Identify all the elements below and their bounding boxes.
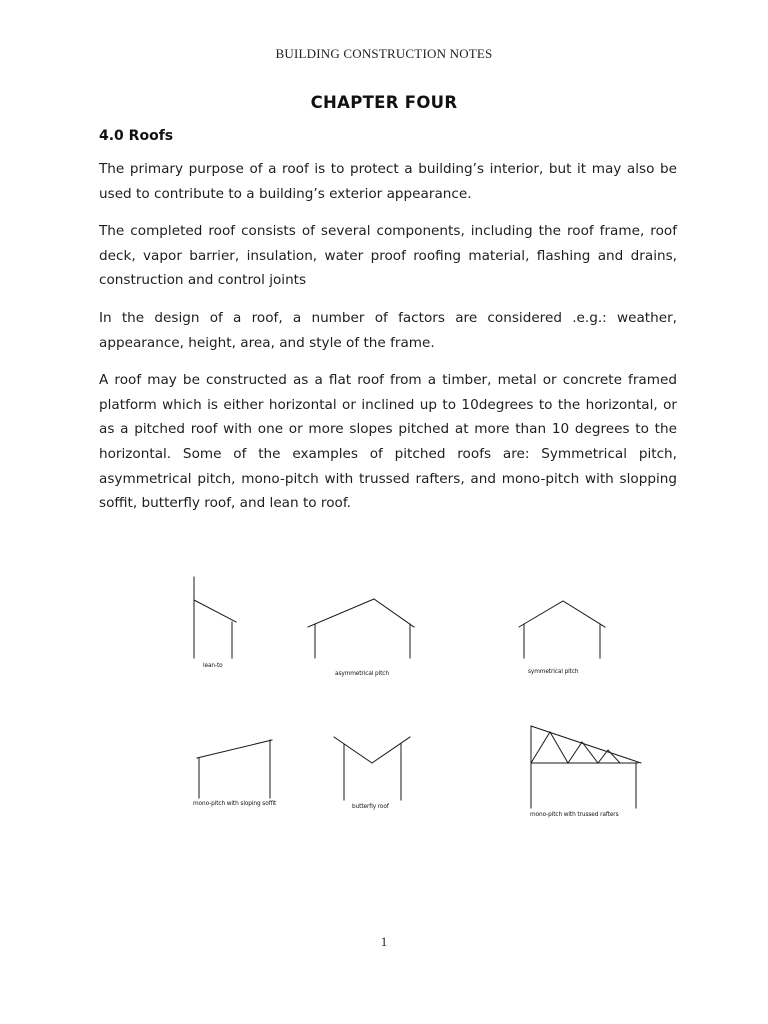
paragraph-roof-types: A roof may be constructed as a flat roof from a timber, metal or concrete framed platform which is either horizontal or inclined up to 10degrees to the horizontal, or as a pitched roof with one or more slopes pitched at more than 10 degrees to the horizontal. Some of the examples of pitched roofs are: Symmetrical pitch, asymmetrical pitch, mono-pitch with trussed rafters, and mono-pitch with slopping soffit, butterfly roof, and lean to roof. <box>99 372 677 512</box>
label-butterfly-roof: butterfly roof <box>352 804 389 810</box>
body-text <box>99 157 677 529</box>
butterfly-roof-diagram <box>334 737 410 800</box>
paragraph-design-factors: In the design of a roof, a number of factors are considered .e.g.: weather, appearance, height, area, and style of the frame. <box>99 309 677 351</box>
section-heading: 4.0 Roofs <box>99 128 174 144</box>
mono-pitch-trussed-rafters-diagram <box>531 726 641 808</box>
label-asymmetrical-pitch: asymmetrical pitch <box>335 671 389 677</box>
chapter-title: CHAPTER FOUR <box>310 93 458 112</box>
symmetrical-pitch-diagram <box>519 601 605 658</box>
label-mono-pitch-sloping-soffit: mono-pitch with sloping soffit <box>193 801 277 807</box>
label-symmetrical-pitch: symmetrical pitch <box>528 669 579 675</box>
page-number: 1 <box>380 934 388 949</box>
mono-pitch-sloping-soffit-diagram <box>197 740 272 798</box>
asymmetrical-pitch-diagram <box>308 599 414 658</box>
paragraph-purpose: The primary purpose of a roof is to protect a building’s interior, but it may also be used to contribute to a building’s exterior appearance. <box>99 161 677 202</box>
roof-types-figure <box>0 560 768 850</box>
running-header: BUILDING CONSTRUCTION NOTES <box>275 46 493 61</box>
paragraph-components: The completed roof consists of several components, including the roof frame, roof deck, vapor barrier, insulation, water proof roofing material, flashing and drains, construction and control joints <box>99 223 677 289</box>
label-lean-to: lean-to <box>203 663 223 669</box>
label-mono-pitch-trussed-rafters: mono-pitch with trussed rafters <box>530 812 619 818</box>
lean-to-diagram <box>194 577 236 658</box>
